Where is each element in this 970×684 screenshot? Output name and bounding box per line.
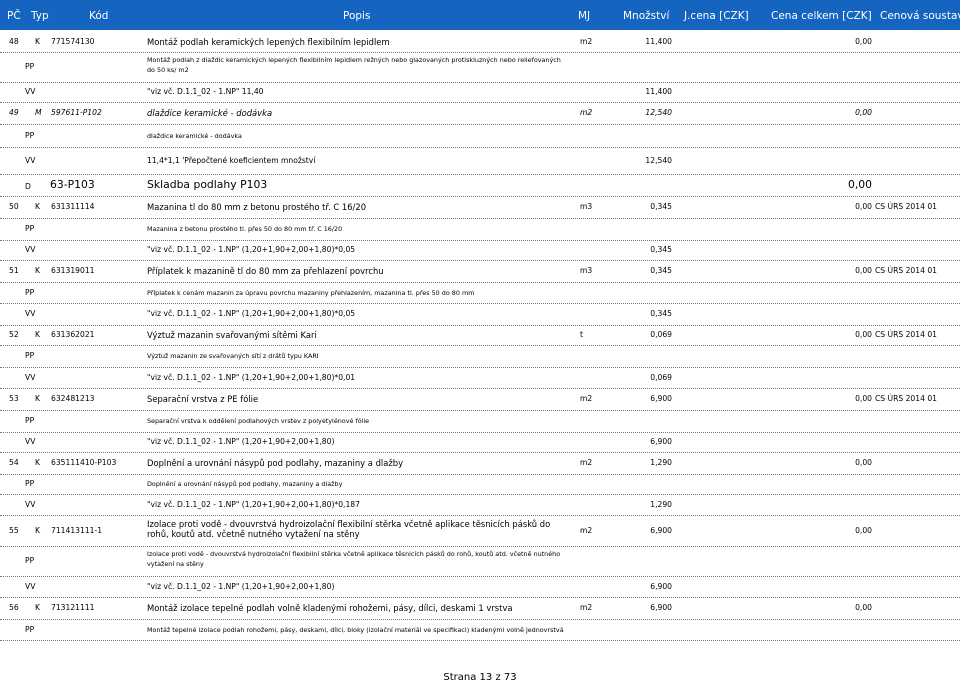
row-type-pp: PP: [25, 62, 35, 71]
vv-value: 6,900: [650, 582, 672, 591]
item-kod: 631362021: [51, 330, 95, 339]
item-mnozstvi: 12,540: [645, 108, 672, 117]
item-popis: Doplnění a urovnání násypů pod podlahy, mazaniny a dlažby: [147, 458, 404, 468]
table-row: [0, 31, 960, 53]
table-row: [0, 432, 960, 453]
pp-text: Montáž tepelné izolace podlah rohožemi, pásy, deskami, dílci, bloky (izolační materiál ve specifikaci) kladenými volně jednovrstvá: [147, 626, 564, 634]
row-type-pp: PP: [25, 224, 35, 233]
section-typ: D: [25, 182, 31, 191]
vv-text: "viz vč. D.1.1_02 - 1.NP" (1,20+1,90+2,00+1,80)*0,05: [147, 309, 356, 318]
pp-text: Izolace proti vodě - dvouvrstvá hydroizolační flexibilní stěrka včetně aplikace těsnicích pásků do rohů, koutů atd. včetně nutného vytažení na stěny: [147, 550, 561, 568]
table-row: [0, 124, 960, 148]
item-typ: K: [35, 458, 40, 467]
row-type-pp: PP: [25, 479, 35, 488]
item-pc: 55: [9, 526, 19, 535]
table-row: [0, 174, 960, 197]
item-kod: 713121111: [51, 603, 95, 612]
item-pc: 51: [9, 266, 19, 275]
table-row: [0, 102, 960, 125]
item-mnozstvi: 1,290: [650, 458, 672, 467]
vv-text: "viz vč. D.1.1_02 - 1.NP" (1,20+1,90+2,00+1,80): [147, 437, 335, 446]
item-kod: 711413111-1: [51, 526, 103, 535]
table-row: [0, 282, 960, 304]
item-cenova-soustava: CS ÚRS 2014 01: [875, 394, 938, 403]
item-popis: Mazanina tl do 80 mm z betonu prostého tř. C 16/20: [147, 202, 367, 212]
item-mnozstvi: 6,900: [650, 603, 672, 612]
row-type-vv: VV: [25, 500, 36, 509]
item-popis: Separační vrstva z PE fólie: [147, 394, 259, 404]
vv-text: "viz vč. D.1.1_02 - 1.NP" (1,20+1,90+2,00+1,80)*0,187: [147, 500, 360, 509]
item-typ: K: [35, 266, 40, 275]
table-row: [0, 325, 960, 346]
item-mj: m3: [580, 266, 593, 275]
item-typ: K: [35, 603, 40, 612]
row-type-pp: PP: [25, 556, 35, 565]
table-row: [0, 240, 960, 261]
vv-value: 12,540: [645, 156, 672, 165]
item-kod: 635111410-P103: [51, 458, 117, 467]
table-row: [0, 82, 960, 103]
item-pc: 56: [9, 603, 19, 612]
table-row: [0, 303, 960, 326]
pp-text: Příplatek k cenám mazanin za úpravu povrchu mazaniny přehlazením, mazanina tl. přes 50 do 80 mm: [147, 289, 475, 297]
vv-value: 0,069: [650, 373, 672, 382]
item-mnozstvi: 6,900: [650, 394, 672, 403]
item-cena: 0,00: [855, 108, 872, 117]
item-pc: 49: [9, 108, 19, 117]
item-pc: 48: [9, 37, 19, 46]
table-row: [0, 546, 960, 577]
vv-value: 6,900: [650, 437, 672, 446]
table-row: [0, 196, 960, 219]
header-mnozstvi: Množství: [623, 10, 670, 22]
item-mj: t: [580, 330, 583, 339]
item-kod: 631311114: [51, 202, 95, 211]
item-pc: 54: [9, 458, 19, 467]
table-row: [0, 367, 960, 389]
table-row: [0, 52, 960, 83]
row-type-pp: PP: [25, 625, 35, 634]
table-row: [0, 597, 960, 620]
item-cena: 0,00: [855, 458, 872, 467]
item-kod: 631319011: [51, 266, 95, 275]
item-popis: dlaždice keramické - dodávka: [147, 108, 273, 118]
row-type-vv: VV: [25, 373, 36, 382]
header-jcena: J.cena [CZK]: [684, 10, 749, 22]
row-type-vv: VV: [25, 437, 36, 446]
item-cenova-soustava: CS ÚRS 2014 01: [875, 330, 938, 339]
row-type-vv: VV: [25, 309, 36, 318]
item-mnozstvi: 0,069: [650, 330, 672, 339]
vv-text: "viz vč. D.1.1_02 - 1.NP" (1,20+1,90+2,00+1,80)*0,05: [147, 245, 356, 254]
item-mnozstvi: 0,345: [650, 202, 672, 211]
item-typ: K: [35, 202, 40, 211]
item-popis: Montáž izolace tepelné podlah volně kladenými rohožemi, pásy, dílci, deskami 1 vrstva: [147, 603, 513, 613]
table-row: [0, 345, 960, 368]
table-row: [0, 452, 960, 475]
item-mnozstvi: 6,900: [650, 526, 672, 535]
table-row: [0, 410, 960, 433]
table-row: [0, 388, 960, 411]
pp-text: Doplnění a urovnání násypů pod podlahy, mazaniny a dlažby: [147, 480, 343, 488]
item-popis: Izolace proti vodě - dvouvrstvá hydroizolační flexibilní stěrka včetně aplikace těsnicích pásků do rohů, koutů atd. včetně nutného vytažení na stěny: [147, 519, 551, 539]
pp-text: Mazanina z betonu prostého tl. přes 50 do 80 mm tř. C 16/20: [147, 225, 343, 233]
row-type-pp: PP: [25, 288, 35, 297]
vv-value: 11,400: [645, 87, 672, 96]
item-cena: 0,00: [855, 394, 872, 403]
row-type-vv: VV: [25, 156, 36, 165]
item-popis: Montáž podlah keramických lepených flexibilním lepidlem: [147, 37, 390, 47]
table-row: [0, 619, 960, 641]
row-type-pp: PP: [25, 351, 35, 360]
vv-text: "viz vč. D.1.1_02 - 1.NP" (1,20+1,90+2,00+1,80): [147, 582, 335, 591]
table-row: [0, 515, 960, 547]
item-pc: 50: [9, 202, 19, 211]
item-mnozstvi: 0,345: [650, 266, 672, 275]
item-typ: M: [35, 108, 42, 117]
row-type-vv: VV: [25, 582, 36, 591]
item-mj: m2: [580, 526, 593, 535]
item-pc: 53: [9, 394, 19, 403]
row-type-pp: PP: [25, 416, 35, 425]
page-number: Strana 13 z 73: [443, 672, 517, 683]
item-cena: 0,00: [855, 330, 872, 339]
item-mnozstvi: 11,400: [645, 37, 672, 46]
header-cena-celkem: Cena celkem [CZK]: [771, 10, 872, 22]
row-type-vv: VV: [25, 245, 36, 254]
vv-text: "viz vč. D.1.1_02 - 1.NP" (1,20+1,90+2,00+1,80)*0,01: [147, 373, 356, 382]
pp-text: Výztuž mazanin ze svařovaných sítí z drátů typu KARI: [147, 352, 319, 360]
item-typ: K: [35, 394, 40, 403]
vv-text: "viz vč. D.1.1_02 - 1.NP" 11,40: [147, 87, 264, 96]
item-kod: 632481213: [51, 394, 95, 403]
table-row: [0, 147, 960, 175]
item-typ: K: [35, 526, 40, 535]
item-mj: m2: [580, 603, 593, 612]
item-cenova-soustava: CS ÚRS 2014 01: [875, 202, 938, 211]
item-cenova-soustava: CS ÚRS 2014 01: [875, 266, 938, 275]
section-kod: 63-P103: [50, 178, 95, 191]
header-kod: Kód: [89, 10, 109, 22]
header-pc: PČ: [7, 10, 21, 22]
pp-text: dlaždice keramické - dodávka: [147, 132, 242, 140]
header-typ: Typ: [31, 10, 49, 22]
table-row: [0, 260, 960, 283]
section-title: Skladba podlahy P103: [147, 178, 268, 191]
row-type-pp: PP: [25, 131, 35, 140]
item-popis: Výztuž mazanin svařovanými sítěmi Kari: [147, 330, 317, 340]
item-cena: 0,00: [855, 603, 872, 612]
item-popis: Příplatek k mazanině tl do 80 mm za přehlazení povrchu: [147, 266, 384, 276]
section-cena: 0,00: [847, 178, 872, 191]
item-pc: 52: [9, 330, 19, 339]
item-cena: 0,00: [855, 202, 872, 211]
item-typ: K: [35, 330, 40, 339]
header-mj: MJ: [578, 10, 591, 22]
vv-value: 0,345: [650, 245, 672, 254]
item-mj: m2: [580, 108, 593, 117]
table-row: [0, 576, 960, 598]
item-mj: m2: [580, 458, 593, 467]
item-cena: 0,00: [855, 37, 872, 46]
item-cena: 0,00: [855, 266, 872, 275]
header-popis: Popis: [343, 10, 371, 22]
header-cenova-soustava: Cenová soustava: [880, 10, 970, 22]
item-typ: K: [35, 37, 40, 46]
pp-text: Separační vrstva k oddělení podlahových vrstev z polyetylénové fólie: [147, 417, 370, 425]
vv-value: 1,290: [650, 500, 672, 509]
item-mj: m2: [580, 394, 593, 403]
vv-text: 11,4*1,1 'Přepočtené koeficientem množství: [147, 156, 316, 165]
row-type-vv: VV: [25, 87, 36, 96]
item-kod: 597611-P102: [51, 108, 102, 117]
item-mj: m2: [580, 37, 593, 46]
table-header: [0, 0, 970, 30]
vv-value: 0,345: [650, 309, 672, 318]
pp-text: Montáž podlah z dlaždic keramických lepených flexibilním lepidlem režných nebo glazovaných protiskluzných nebo reliefovaných do 50 ks/ m2: [147, 56, 561, 74]
item-mj: m3: [580, 202, 593, 211]
item-kod: 771574130: [51, 37, 95, 46]
table-row: [0, 218, 960, 241]
item-cena: 0,00: [855, 526, 872, 535]
table-row: [0, 494, 960, 516]
table-row: [0, 474, 960, 495]
